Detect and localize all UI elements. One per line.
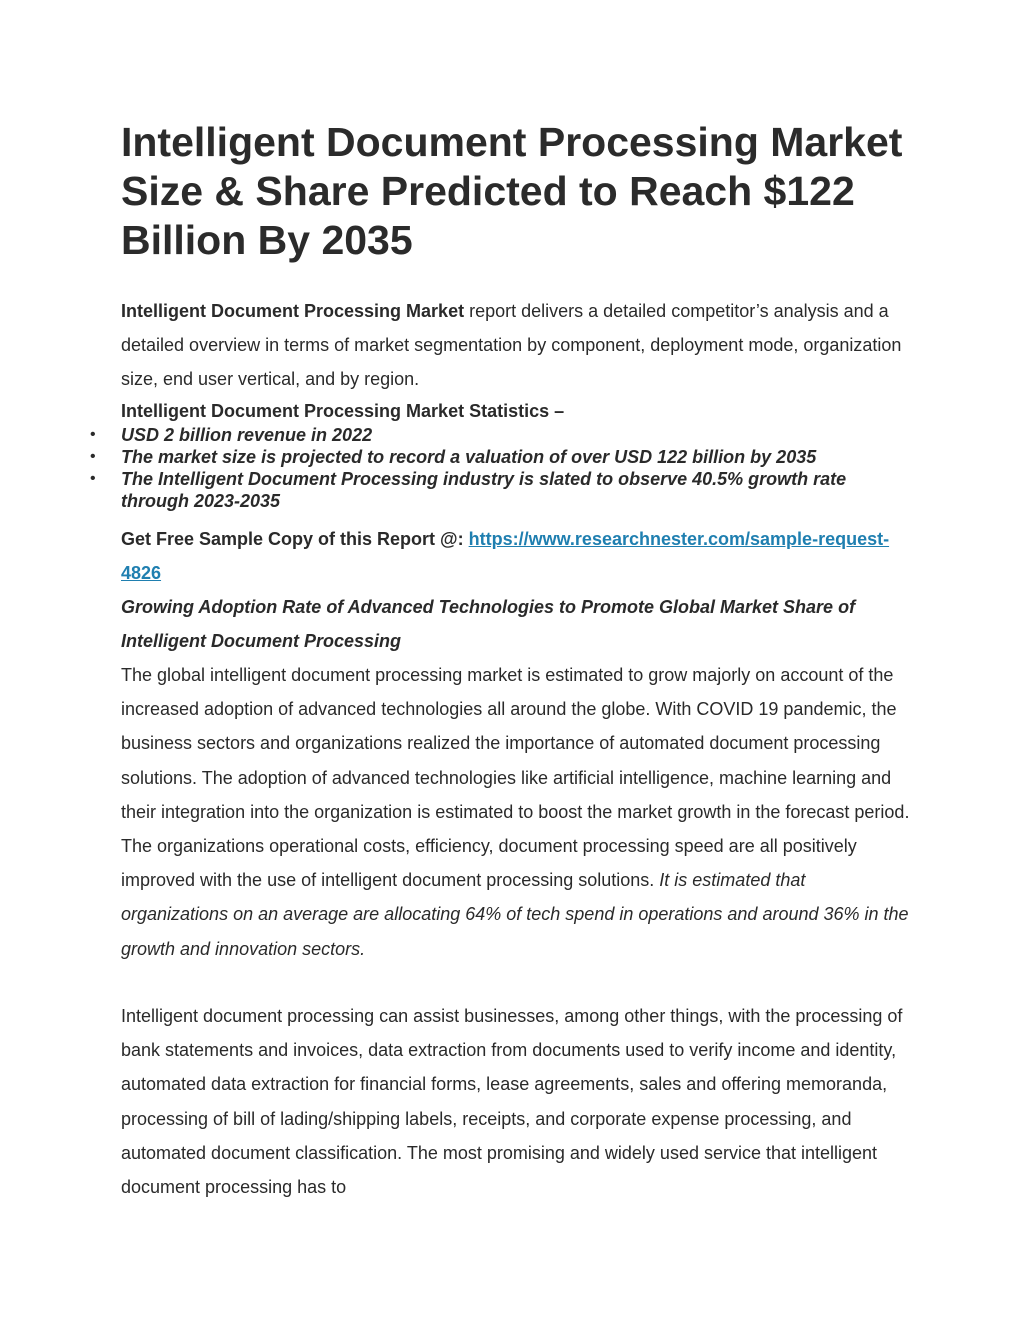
paragraph-1-text: The global intelligent document processing market is estimated to grow majorly on account of the increased adoption of advanced technologies all around the globe. With COVID 19 pandemic, the business sectors and organizations realized the importance of automated document processing solutions. The adoption of advanced technologies like artificial intelligence, machine learning and their integration into the organization is estimated to boost the market growth in the forecast period. The organizations operational costs, efficiency, document processing speed are all positively improved with the use of intelligent document processing solutions. (121, 665, 910, 891)
statistic-text: USD 2 billion revenue in 2022 (121, 425, 373, 445)
page-title: Intelligent Document Processing Market Size & Share Predicted to Reach $122 Billion By 2035 (121, 119, 903, 263)
body-paragraph-1 (121, 658, 911, 966)
statistics-list (90, 424, 911, 512)
bullet-icon: • (90, 426, 96, 443)
section-subheading: Growing Adoption Rate of Advanced Technologies to Promote Global Market Share of Intelligent Document Processing (121, 597, 856, 651)
sample-label: Get Free Sample Copy of this Report @: (121, 529, 469, 549)
statistic-text: The market size is projected to record a valuation of over USD 122 billion by 2035 (121, 447, 817, 467)
list-item (90, 424, 911, 446)
paragraph-1-italic: It is estimated that organizations on an average are allocating 64% of tech spend in operations and around 36% in the growth and innovation sectors. (121, 870, 909, 959)
intro-text: report delivers a detailed competitor’s analysis and a detailed overview in terms of market segmentation by component, deployment mode, organization size, end user vertical, and by region. (121, 301, 902, 389)
list-item (90, 446, 911, 468)
list-item (90, 468, 911, 512)
body-paragraph-2: Intelligent document processing can assist businesses, among other things, with the processing of bank statements and invoices, data extraction from documents used to verify income and identity, automated data extraction for financial forms, lease agreements, sales and offering memoranda, processing of bill of lading/shipping labels, receipts, and corporate expense processing, and automated document classification. The most promising and widely used service that intelligent document processing has to (121, 1006, 903, 1198)
intro-paragraph (121, 294, 911, 396)
statistics-heading: Intelligent Document Processing Market Statistics – (121, 401, 565, 421)
bullet-icon: • (90, 470, 96, 487)
statistic-text: The Intelligent Document Processing industry is slated to observe 40.5% growth rate through 2023-2035 (121, 469, 847, 511)
sample-report-link[interactable]: https://www.researchnester.com/sample-request-4826 (121, 529, 890, 583)
sample-copy-line (121, 522, 911, 590)
intro-lead-bold: Intelligent Document Processing Market (121, 301, 465, 321)
bullet-icon: • (90, 448, 96, 465)
